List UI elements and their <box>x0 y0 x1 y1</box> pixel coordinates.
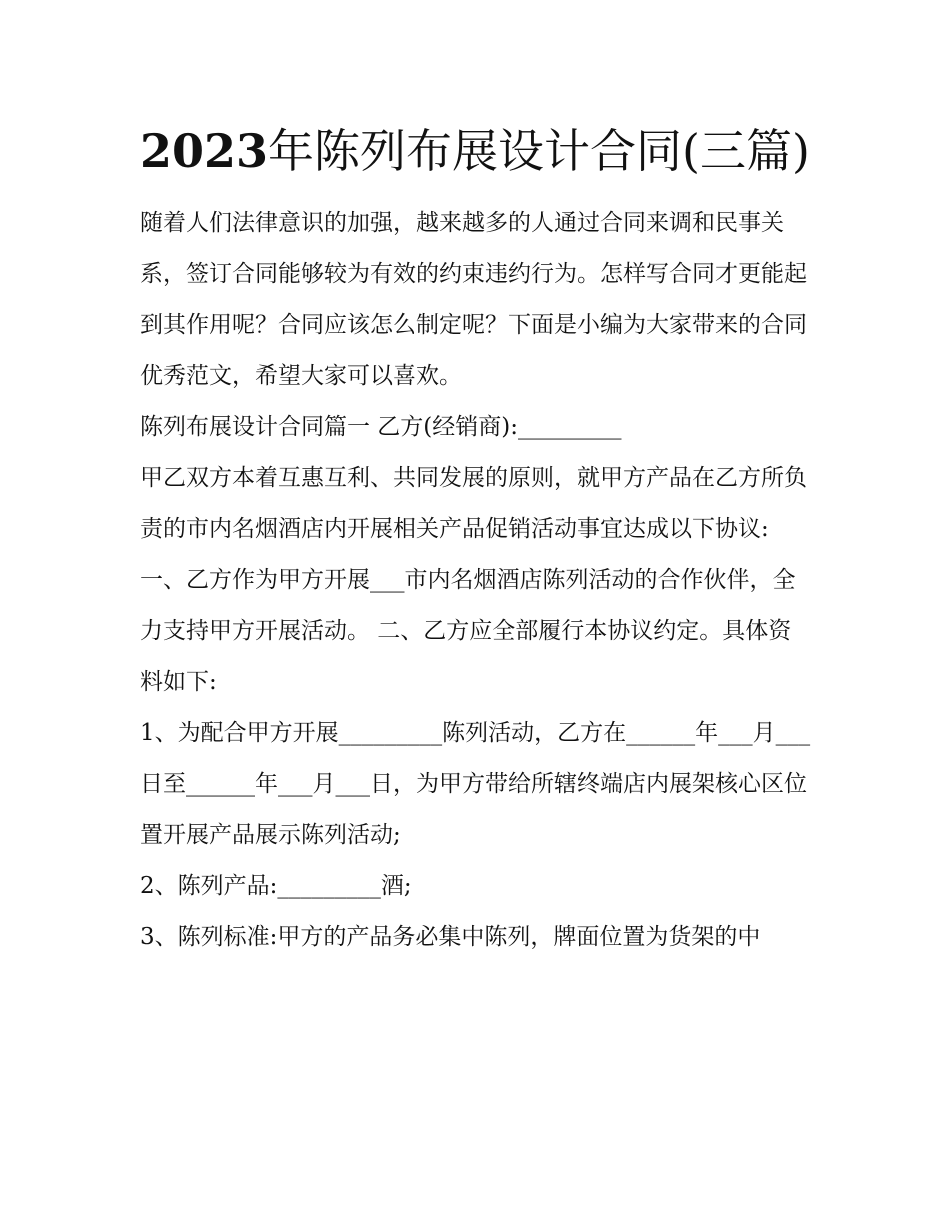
item-2-products: 2、陈列产品:_________酒; <box>140 873 412 899</box>
title-year: 2023 <box>140 124 269 178</box>
title-text: 年陈列布展设计合同(三篇) <box>268 124 810 178</box>
intro-paragraph: 随着人们法律意识的加强，越来越多的人通过合同来调和民事关系，签订合同能够较为有效的约束违约行为。怎样写合同才更能起到其作用呢？合同应该怎么制定呢？下面是小编为大家带来的合同优秀范文，希望大家可以喜欢。 <box>140 210 807 389</box>
item-3-standards: 3、陈列标准:甲方的产品务必集中陈列，牌面位置为货架的中 <box>140 924 761 950</box>
document-page <box>140 112 812 963</box>
document-title <box>140 112 812 190</box>
section-heading-party-b: 陈列布展设计合同篇一 乙方(经销商):_________ <box>140 414 622 440</box>
agreement-preamble: 甲乙双方本着互惠互利、共同发展的原则，就甲方产品在乙方所负责的市内名烟酒店内开展相关产品促销活动事宜达成以下协议: <box>140 465 807 542</box>
item-1-activity-period: 1、为配合甲方开展_________陈列活动，乙方在______年___月___日至______年___月___日，为甲方带给所辖终端店内展架核心区位置开展产品展示陈列活动; <box>140 720 811 848</box>
clause-1-2: 一、乙方作为甲方开展___市内名烟酒店陈列活动的合作伙伴，全力支持甲方开展活动。 二、乙方应全部履行本协议约定。具体资料如下: <box>140 567 796 695</box>
